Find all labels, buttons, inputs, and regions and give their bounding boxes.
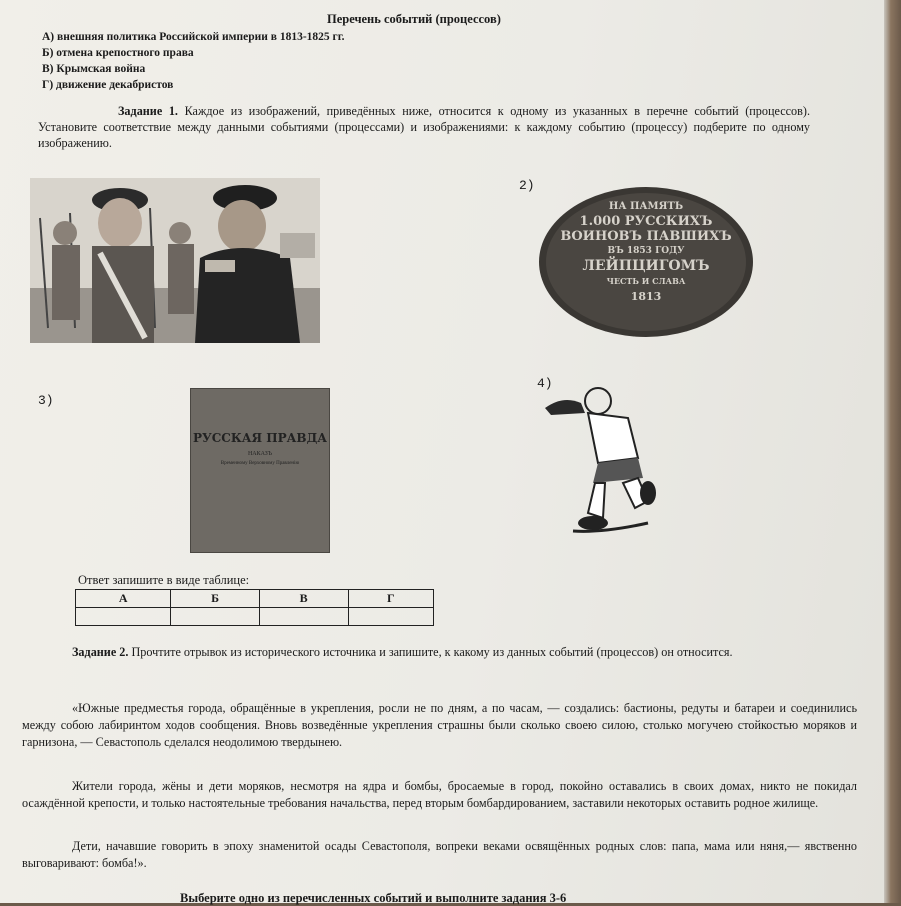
task1-text <box>38 103 810 151</box>
image4-number: 4) <box>537 376 553 391</box>
book-subtitle-1: НАКАЗЪ <box>247 451 273 457</box>
book-subtitle-2: Временному Верховному Правленію <box>220 461 300 466</box>
answer-cell-a[interactable] <box>76 608 171 626</box>
image3-number: 3) <box>38 393 54 408</box>
answer-cell-c[interactable] <box>259 608 348 626</box>
medal-line-2: 1.000 РУССКИХЪ <box>579 214 713 229</box>
medal-line-5: ЛЕЙПЦИГОМЪ <box>582 258 710 274</box>
medal-line-4: ВЪ 1853 ГОДУ <box>607 246 685 256</box>
medal-line-1: НА ПАМЯТЬ <box>608 201 684 212</box>
medal-line-7: 1813 <box>630 290 662 303</box>
answer-header-b: Б <box>171 590 259 608</box>
footer-instruction: Выберите одно из перечисленных событий и выполните задания 3-6 <box>180 891 567 905</box>
quote-paragraph-1: «Южные предместья города, обращённые в укрепления, росли не по дням, а по часам, — создались: бастионы, редуты и батареи и соединились между собою лабиринтом ходов сообщения. Вновь возведённые укрепления страшны были сколько своею силою, столько могучею стойкостью моряков и гарнизона, — Севастополь сделался неодолимою твердынею. <box>22 701 857 749</box>
image2-medal <box>537 185 755 340</box>
book-title: РУССКАЯ ПРАВДА <box>192 431 328 445</box>
page-title: Перечень событий (процессов) <box>327 12 501 26</box>
answer-header-c: В <box>259 590 348 608</box>
task2-label: Задание 2. <box>72 645 129 659</box>
event-a: А) внешняя политика Российской империи в 1813-1825 гг. <box>42 31 345 43</box>
page-edge <box>884 0 901 903</box>
answer-prompt: Ответ запишите в виде таблице: <box>78 573 250 587</box>
answer-cell-b[interactable] <box>171 608 259 626</box>
task2-text <box>22 644 857 660</box>
image4-caricature <box>543 383 663 543</box>
image2-number: 2) <box>519 178 535 193</box>
event-c: В) Крымская война <box>42 63 146 75</box>
medal-line-6: ЧЕСТЬ И СЛАВА <box>606 276 686 286</box>
answer-header-row <box>76 590 434 608</box>
answer-header-a: А <box>76 590 171 608</box>
event-d: Г) движение декабристов <box>42 79 174 91</box>
image3-book <box>190 388 330 553</box>
officers-painting <box>30 178 320 343</box>
task1-body: Каждое из изображений, приведённых ниже, относится к одному из указанных в перечне событий (процессов). Установите соответствие между данными событиями (процессами) и изображениями: к каждому событию (процессу) подберите по одному изображению. <box>38 104 810 150</box>
quote-paragraph-3: Дети, начавшие говорить в эпоху знаменитой осады Севастополя, вопреки веками освящённых родных слов: папа, мама или няня,— явственно выговаривают: бомба!». <box>22 839 857 870</box>
event-b: Б) отмена крепостного права <box>42 47 194 59</box>
answer-cell-d[interactable] <box>348 608 433 626</box>
answer-table <box>75 589 434 626</box>
task2-body: Прочтите отрывок из исторического источника и запишите, к какому из данных событий (процессов) он относится. <box>131 645 733 659</box>
answer-input-row <box>76 608 434 626</box>
image1-painting <box>30 178 320 343</box>
quote-paragraph-2: Жители города, жёны и дети моряков, несмотря на ядра и бомбы, бросаемые в город, покойно оставались в своих домах, никто не покидал осаждённой крепости, и только настоятельные требования начальства, перед вторым бомбардированием, заставили некоторых оставить родное жилище. <box>22 779 857 810</box>
task1-label: Задание 1. <box>118 104 178 118</box>
medal-line-3: ВОИНОВЪ ПАВШИХЪ <box>560 229 732 244</box>
answer-header-d: Г <box>348 590 433 608</box>
caricature-figure <box>543 383 663 543</box>
medal-inscription <box>537 199 755 304</box>
